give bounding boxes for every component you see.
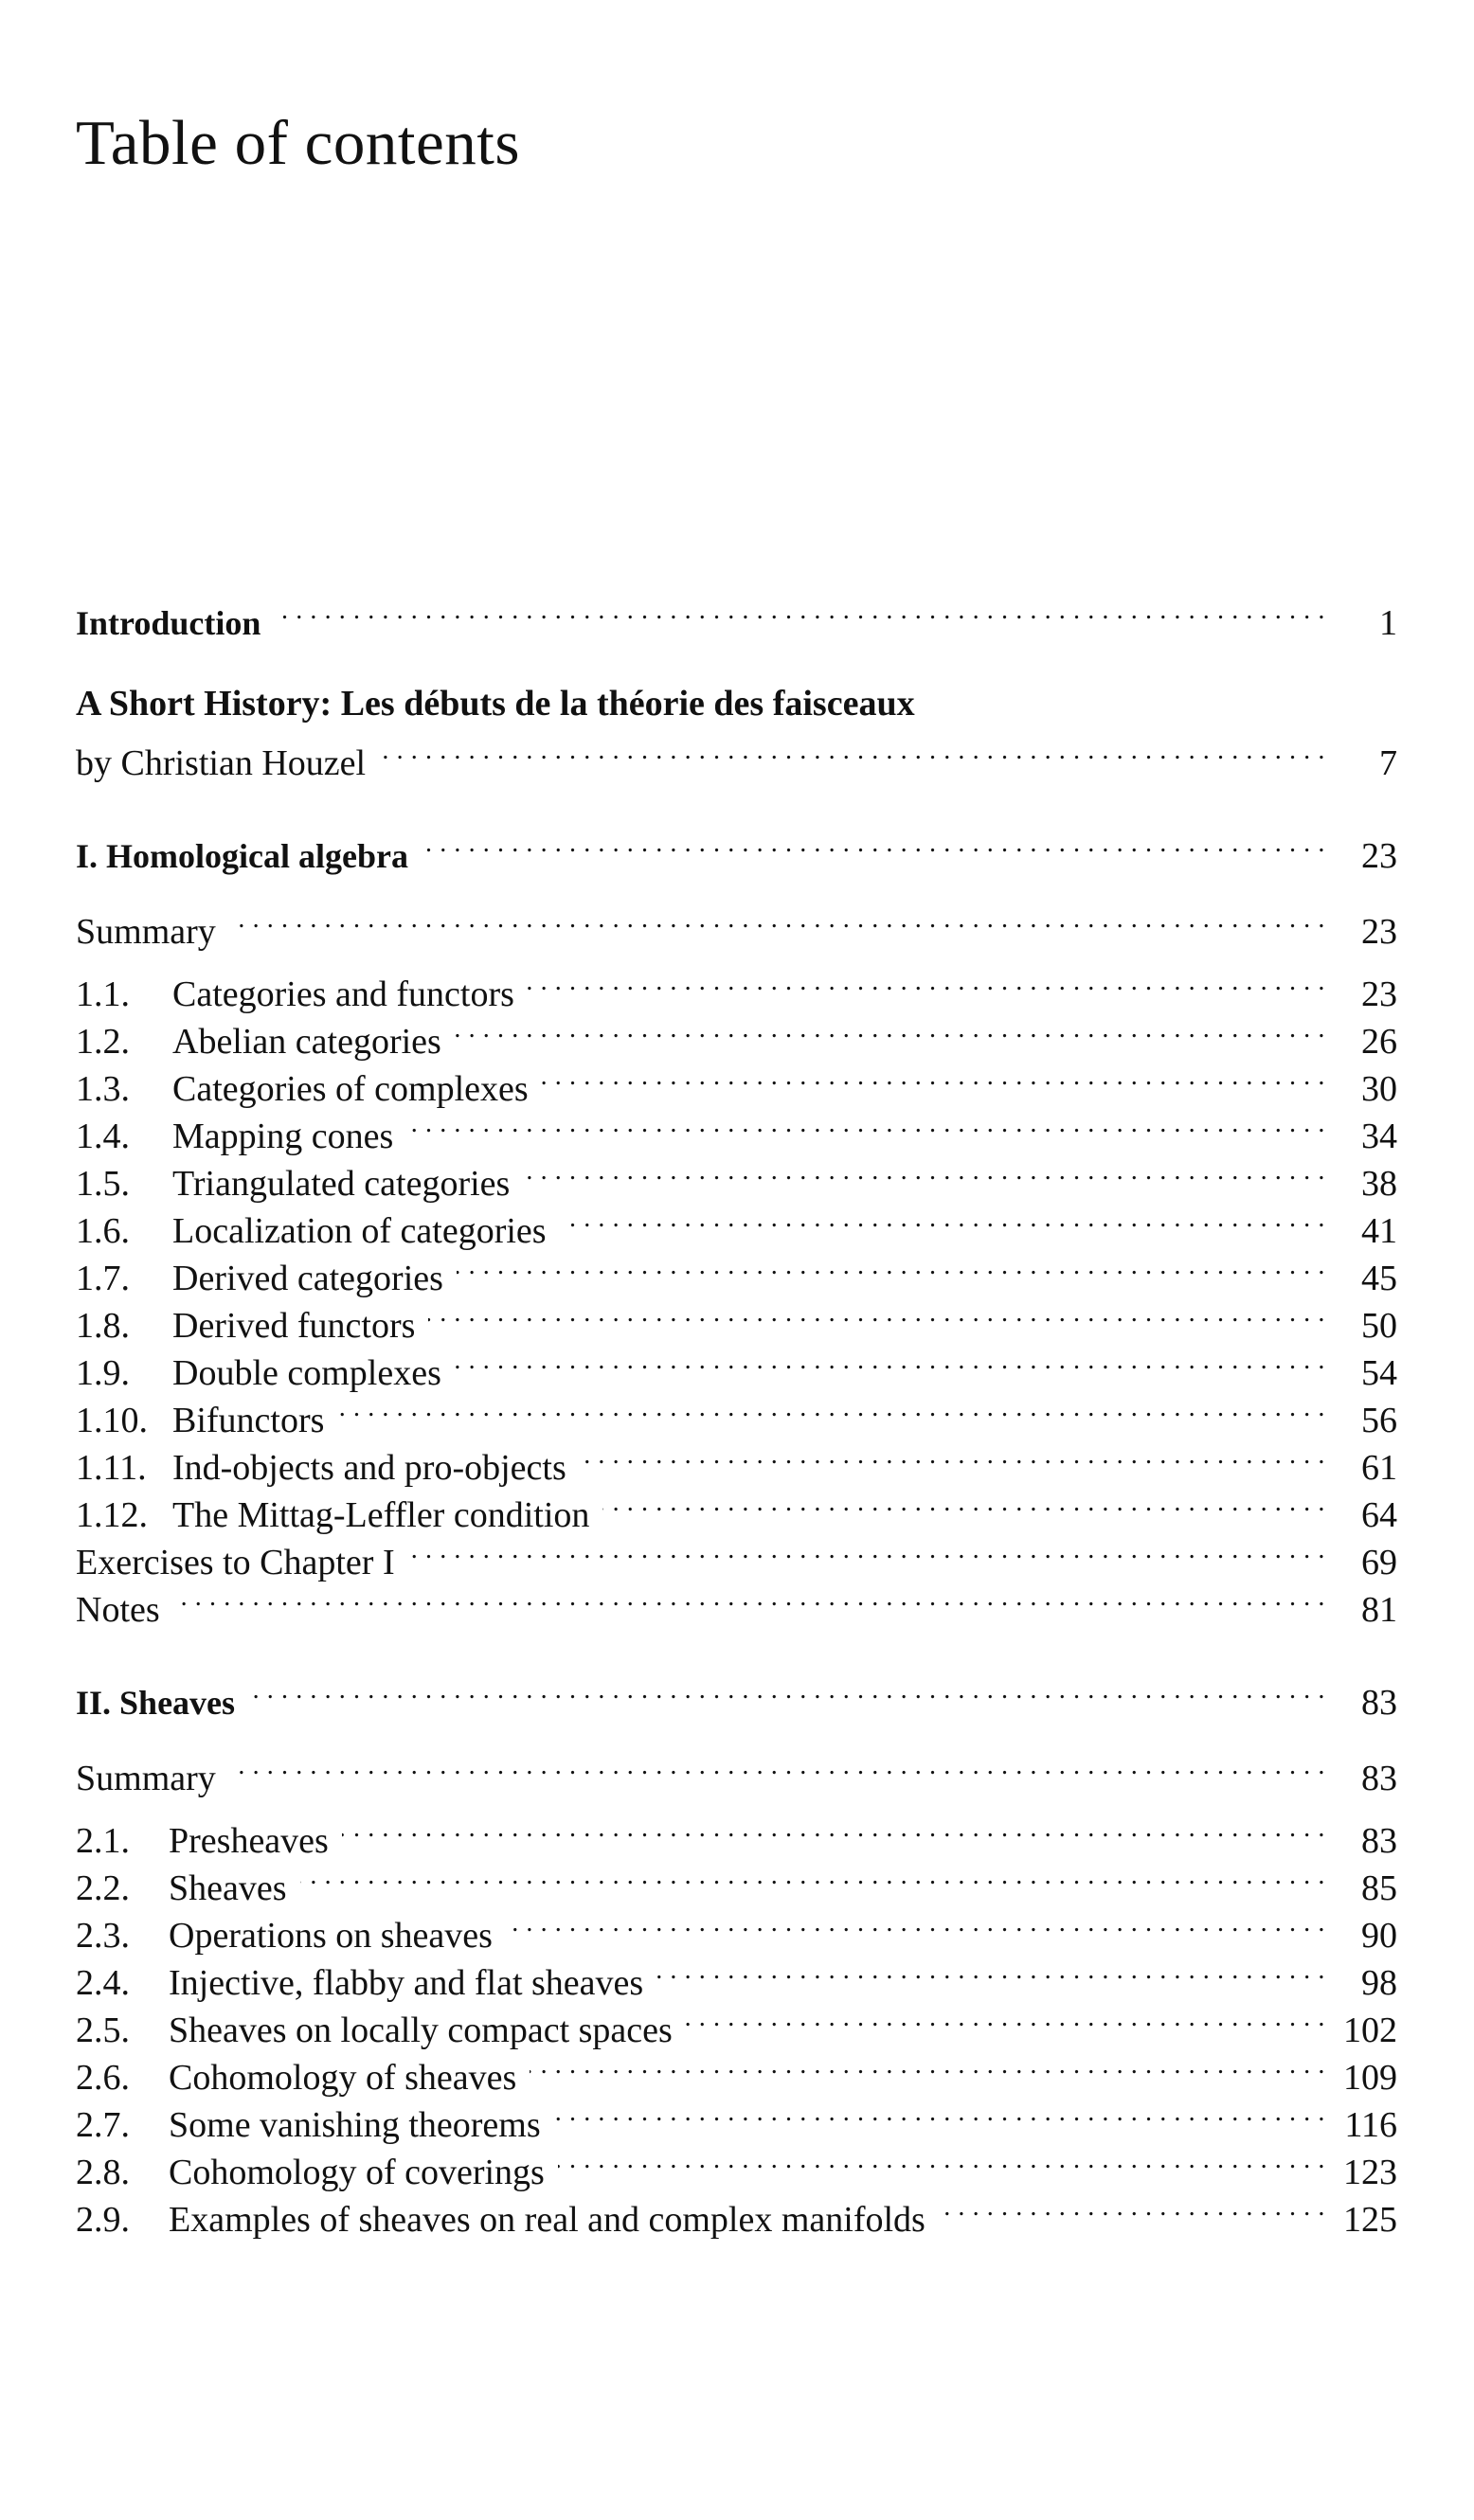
entry-page: 1 — [1379, 603, 1397, 643]
leader-dots — [342, 1805, 1325, 1852]
leader-dots — [422, 820, 1325, 867]
entry-label: Double complexes — [172, 1353, 441, 1393]
chapter2-sections — [76, 1805, 1397, 2240]
leader-dots — [528, 958, 1325, 1006]
leader-dots — [406, 1100, 1325, 1148]
entry-label: Ind-objects and pro-objects — [172, 1448, 566, 1488]
entry-page: 23 — [1361, 912, 1397, 952]
leader-dots — [300, 1852, 1325, 1900]
section-number: 1.8. — [76, 1306, 130, 1346]
entry-label: Abelian categories — [172, 1022, 441, 1062]
entry-page: 83 — [1361, 1683, 1397, 1723]
leader-dots — [173, 1574, 1325, 1621]
leader-dots — [602, 1479, 1325, 1527]
leader-dots — [560, 1195, 1325, 1242]
section-number: 1.2. — [76, 1022, 130, 1062]
entry-label: Derived categories — [172, 1259, 443, 1298]
entry-page: 81 — [1361, 1590, 1397, 1630]
section-number: 1.9. — [76, 1353, 130, 1393]
entry-label: Injective, flabby and flat sheaves — [169, 1963, 644, 2003]
entry-page: 23 — [1361, 974, 1397, 1014]
entry-label: Examples of sheaves on real and complex manifolds — [169, 2200, 926, 2240]
entry-page: 38 — [1361, 1164, 1397, 1204]
entry-page: 26 — [1361, 1022, 1397, 1062]
leader-dots — [542, 1053, 1325, 1100]
leader-dots — [530, 2042, 1325, 2089]
entry-label: Presheaves — [169, 1821, 329, 1861]
entry-label: Cohomology of coverings — [169, 2153, 545, 2192]
entry-page: 123 — [1343, 2153, 1397, 2192]
entry-page: 85 — [1361, 1868, 1397, 1908]
entry-label: Exercises to Chapter I — [76, 1543, 395, 1582]
entry-page: 56 — [1361, 1401, 1397, 1440]
leader-dots — [580, 1432, 1325, 1479]
leader-dots — [428, 1290, 1325, 1337]
section-number: 2.2. — [76, 1868, 130, 1908]
section-number: 1.11. — [76, 1448, 147, 1488]
section-number: 1.10. — [76, 1401, 148, 1440]
leader-dots — [686, 1994, 1325, 2042]
entry-page: 102 — [1343, 2011, 1397, 2050]
leader-dots — [274, 587, 1325, 634]
entry-page: 41 — [1361, 1211, 1397, 1251]
section-number: 1.3. — [76, 1069, 130, 1109]
entry-label: Summary — [76, 1759, 216, 1798]
entry-page: 64 — [1361, 1495, 1397, 1535]
entry-page: 109 — [1343, 2058, 1397, 2098]
entry-label: Mapping cones — [172, 1117, 394, 1156]
entry-label: Derived functors — [172, 1306, 416, 1346]
leader-dots — [229, 1743, 1325, 1790]
entry-page: 34 — [1361, 1117, 1397, 1156]
section-number: 2.5. — [76, 2011, 130, 2050]
entry-page: 125 — [1343, 2200, 1397, 2240]
leader-dots — [457, 1242, 1325, 1290]
entry-page: 50 — [1361, 1306, 1397, 1346]
toc-chapter-heading[interactable] — [76, 1667, 1397, 1723]
leader-dots — [248, 1667, 1325, 1714]
entry-page: 116 — [1344, 2105, 1397, 2145]
leader-dots — [506, 1900, 1325, 1947]
entry-label: Categories and functors — [172, 974, 514, 1014]
section-number: 2.1. — [76, 1821, 130, 1861]
entry-label: Summary — [76, 912, 216, 952]
toc-entry-summary[interactable] — [76, 896, 1397, 952]
leader-dots — [337, 1385, 1325, 1432]
leader-dots — [554, 2089, 1325, 2136]
entry-page: 7 — [1379, 743, 1397, 783]
entry-page: 54 — [1361, 1353, 1397, 1393]
leader-dots — [523, 1148, 1325, 1195]
entry-label: by Christian Houzel — [76, 743, 367, 783]
leader-dots — [558, 2136, 1325, 2184]
toc-list — [76, 587, 1397, 2240]
toc-entry-introduction[interactable] — [76, 587, 1397, 643]
entry-label: Bifunctors — [172, 1401, 325, 1440]
entry-label: I. Homological algebra — [76, 837, 408, 875]
leader-dots — [939, 2184, 1325, 2231]
leader-dots — [656, 1947, 1325, 1994]
section-number: 1.1. — [76, 974, 130, 1014]
entry-label: Operations on sheaves — [169, 1916, 493, 1956]
section-number: 1.7. — [76, 1259, 130, 1298]
entry-label: The Mittag-Leffler condition — [172, 1495, 590, 1535]
section-number: 2.6. — [76, 2058, 130, 2098]
toc-entry-history[interactable] — [76, 727, 1397, 783]
toc-entry-section[interactable] — [76, 1805, 1397, 1861]
entry-page: 69 — [1361, 1543, 1397, 1582]
toc-chapter-heading[interactable] — [76, 820, 1397, 876]
leader-dots — [455, 1337, 1325, 1385]
leader-dots — [408, 1527, 1325, 1574]
toc-entry-history-heading[interactable]: A Short History: Les débuts de la théorie des faisceaux — [76, 684, 915, 724]
leader-dots — [379, 727, 1325, 775]
section-number: 2.4. — [76, 1963, 130, 2003]
toc-entry-summary[interactable] — [76, 1743, 1397, 1798]
entry-label: Introduction — [76, 604, 261, 642]
leader-dots — [229, 896, 1325, 943]
section-number: 1.4. — [76, 1117, 130, 1156]
section-number: 2.7. — [76, 2105, 130, 2145]
section-number: 1.6. — [76, 1211, 130, 1251]
entry-page: 98 — [1361, 1963, 1397, 2003]
section-number: 2.8. — [76, 2153, 130, 2192]
entry-page: 83 — [1361, 1759, 1397, 1798]
entry-page: 90 — [1361, 1916, 1397, 1956]
entry-label: Sheaves on locally compact spaces — [169, 2011, 673, 2050]
entry-label: Cohomology of sheaves — [169, 2058, 517, 2098]
entry-label: Some vanishing theorems — [169, 2105, 541, 2145]
section-number: 2.9. — [76, 2200, 130, 2240]
entry-label: Categories of complexes — [172, 1069, 529, 1109]
entry-label: Sheaves — [169, 1868, 287, 1908]
entry-page: 83 — [1361, 1821, 1397, 1861]
section-number: 2.3. — [76, 1916, 130, 1956]
entry-page: 61 — [1361, 1448, 1397, 1488]
entry-label: II. Sheaves — [76, 1684, 236, 1722]
toc-entry-notes[interactable] — [76, 1574, 1397, 1630]
leader-dots — [455, 1006, 1325, 1053]
section-number: 1.5. — [76, 1164, 130, 1204]
chapter1-sections — [76, 958, 1397, 1535]
section-number: 1.12. — [76, 1495, 148, 1535]
entry-page: 45 — [1361, 1259, 1397, 1298]
entry-label: Localization of categories — [172, 1211, 547, 1251]
entry-label: Notes — [76, 1590, 160, 1630]
entry-page: 30 — [1361, 1069, 1397, 1109]
toc-entry-section[interactable] — [76, 958, 1397, 1014]
entry-page: 23 — [1361, 836, 1397, 876]
entry-label: Triangulated categories — [172, 1164, 511, 1204]
page-title: Table of contents — [76, 108, 520, 178]
